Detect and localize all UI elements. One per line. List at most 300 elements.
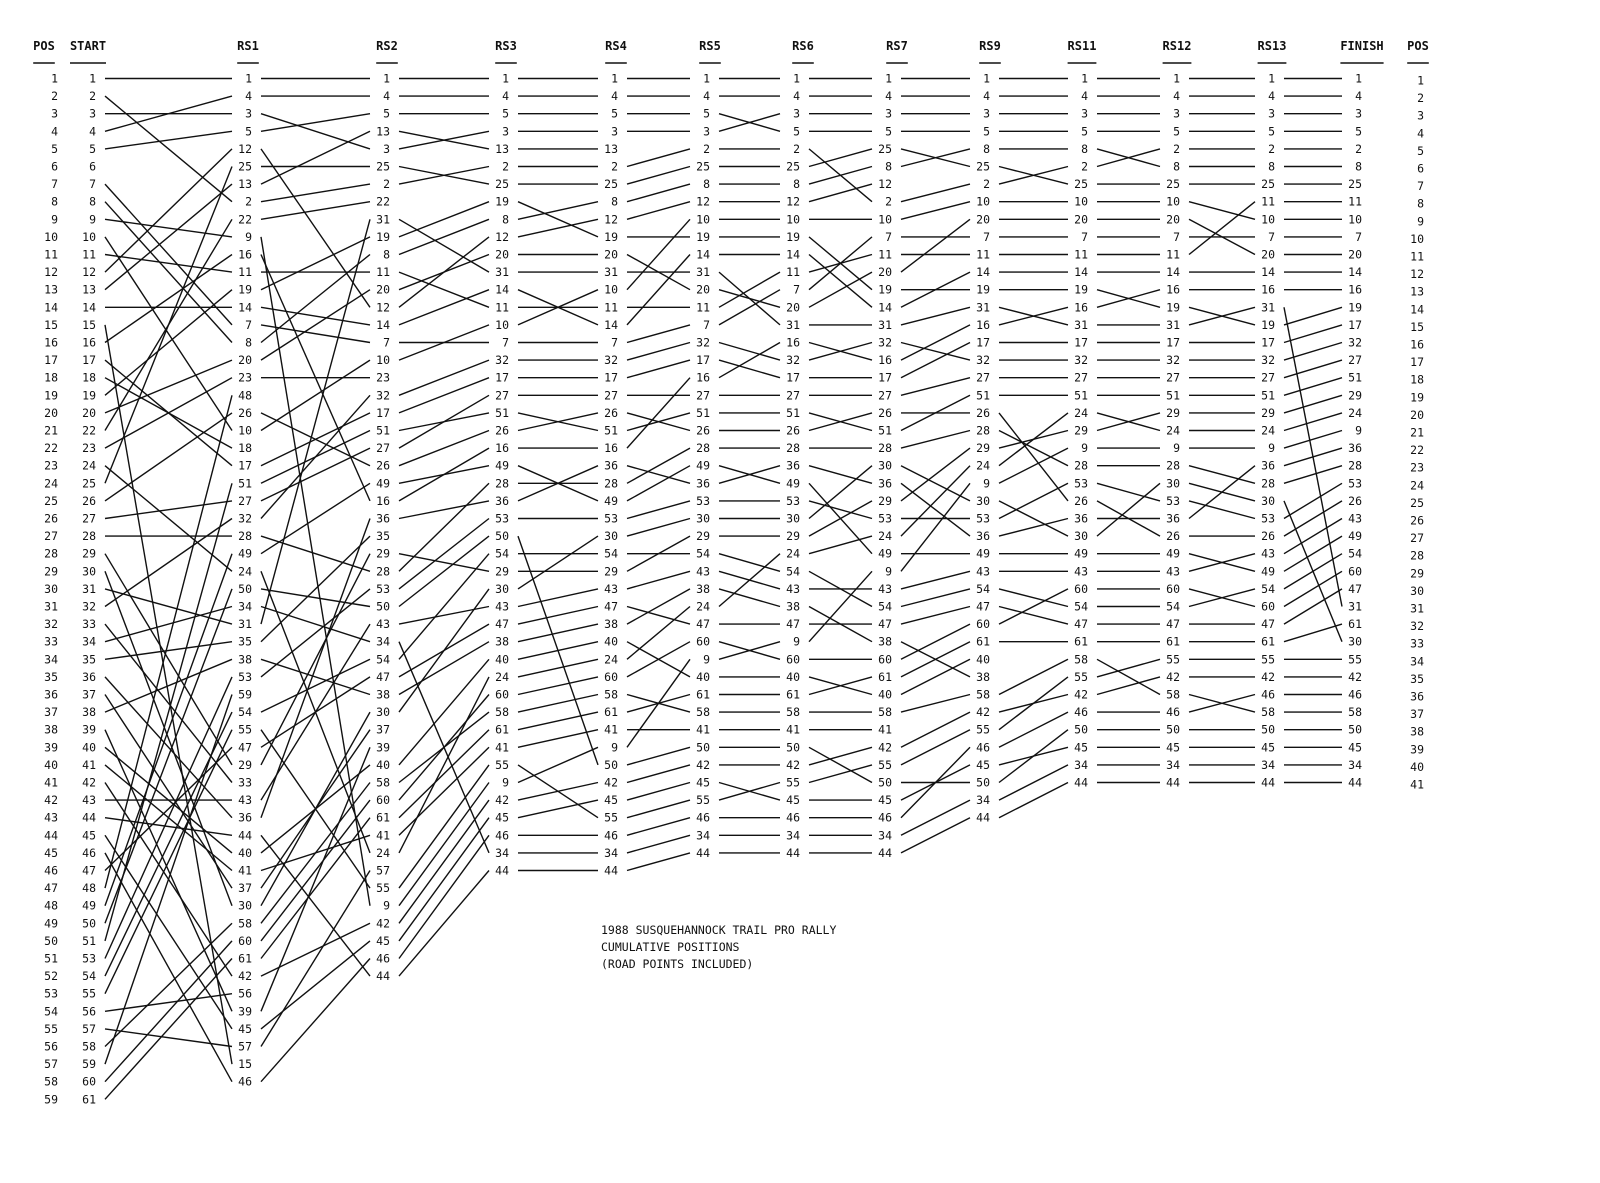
car-label-rs4: 12	[604, 212, 618, 227]
position-link	[105, 695, 232, 1065]
car-label-start: 24	[82, 458, 96, 473]
position-link	[261, 202, 370, 220]
car-label-rs6: 53	[786, 493, 800, 508]
car-label-rs11: 11	[1074, 247, 1088, 262]
position-link	[999, 712, 1068, 747]
position-link	[627, 343, 690, 361]
position-link	[105, 695, 232, 889]
position-link	[901, 184, 970, 202]
position-link	[518, 677, 598, 695]
position-link	[627, 589, 690, 624]
car-label-rs3: 16	[495, 441, 509, 456]
car-label-start: 27	[82, 511, 96, 526]
position-link	[809, 765, 872, 783]
position-link	[105, 466, 232, 572]
car-label-rs6: 49	[786, 476, 800, 491]
car-label-rs3: 24	[495, 669, 509, 684]
car-label-rs9: 27	[976, 370, 990, 385]
car-label-rs9: 53	[976, 511, 990, 526]
position-link	[901, 325, 970, 360]
car-label-rs5: 51	[696, 405, 710, 420]
right-pos-label: 29	[1410, 566, 1424, 581]
car-label-rs11: 2	[1081, 159, 1088, 174]
right-pos-label: 25	[1410, 495, 1424, 510]
car-label-start: 36	[82, 669, 96, 684]
car-label-rs12: 11	[1166, 247, 1180, 262]
car-label-rs9: 25	[976, 159, 990, 174]
car-label-rs7: 8	[885, 159, 892, 174]
right-pos-label: 20	[1410, 407, 1424, 422]
position-link	[999, 589, 1068, 607]
car-label-rs6: 5	[793, 124, 800, 139]
car-label-finish: 29	[1348, 388, 1362, 403]
car-label-rs1: 37	[238, 881, 252, 896]
car-label-rs2: 10	[376, 353, 390, 368]
left-pos-label: 6	[51, 159, 58, 174]
car-label-finish: 25	[1348, 177, 1362, 192]
header-rs6: RS6	[792, 39, 814, 53]
car-label-rs2: 51	[376, 423, 390, 438]
car-label-rs11: 5	[1081, 124, 1088, 139]
car-label-rs11: 36	[1074, 511, 1088, 526]
position-link	[1189, 466, 1255, 519]
position-link	[1189, 202, 1255, 255]
car-label-start: 29	[82, 546, 96, 561]
position-link	[627, 659, 690, 747]
position-link	[261, 184, 370, 202]
car-label-rs13: 1	[1268, 71, 1275, 86]
car-label-rs7: 5	[885, 124, 892, 139]
car-label-rs9: 55	[976, 722, 990, 737]
right-pos-label: 32	[1410, 619, 1424, 634]
car-label-rs1: 57	[238, 1039, 252, 1054]
car-label-rs11: 8	[1081, 141, 1088, 156]
car-label-rs13: 34	[1261, 757, 1275, 772]
left-pos-label: 8	[51, 194, 58, 209]
position-link	[627, 853, 690, 871]
car-label-rs3: 5	[502, 106, 509, 121]
car-label-rs4: 32	[604, 353, 618, 368]
car-label-rs2: 44	[376, 969, 390, 984]
car-label-rs12: 9	[1173, 441, 1180, 456]
car-label-rs12: 14	[1166, 265, 1180, 280]
car-label-rs9: 24	[976, 458, 990, 473]
car-label-rs13: 3	[1268, 106, 1275, 121]
car-label-rs3: 46	[495, 828, 509, 843]
car-label-rs5: 4	[703, 89, 710, 104]
car-label-rs11: 54	[1074, 599, 1088, 614]
car-label-rs9: 26	[976, 405, 990, 420]
position-link	[901, 730, 970, 765]
position-link	[399, 219, 489, 254]
car-label-rs6: 32	[786, 353, 800, 368]
car-label-start: 49	[82, 898, 96, 913]
position-link	[105, 853, 232, 1082]
car-label-rs1: 25	[238, 159, 252, 174]
car-label-rs2: 1	[383, 71, 390, 86]
car-label-start: 61	[82, 1092, 96, 1107]
car-label-rs1: 58	[238, 916, 252, 931]
header-rs4: RS4	[605, 39, 627, 53]
car-label-rs4: 41	[604, 722, 618, 737]
position-link	[999, 448, 1068, 483]
position-link	[399, 360, 489, 395]
car-label-rs7: 49	[878, 546, 892, 561]
car-label-rs2: 22	[376, 194, 390, 209]
position-link	[399, 272, 489, 307]
car-label-start: 23	[82, 441, 96, 456]
header-finish: FINISH	[1340, 39, 1384, 53]
car-label-rs7: 45	[878, 793, 892, 808]
position-link	[1097, 677, 1160, 695]
car-label-rs2: 53	[376, 581, 390, 596]
car-label-rs12: 58	[1166, 687, 1180, 702]
car-label-rs3: 44	[495, 863, 509, 878]
car-label-rs3: 11	[495, 300, 509, 315]
left-pos-label: 42	[44, 793, 58, 808]
left-pos-label: 3	[51, 106, 58, 121]
position-link	[105, 167, 232, 484]
left-pos-label: 26	[44, 511, 58, 526]
car-label-rs2: 47	[376, 669, 390, 684]
left-pos-label: 30	[44, 581, 58, 596]
position-link	[809, 571, 872, 641]
position-link	[261, 483, 370, 553]
car-label-rs2: 29	[376, 546, 390, 561]
car-label-rs7: 14	[878, 300, 892, 315]
position-link	[719, 554, 780, 607]
car-label-rs12: 17	[1166, 335, 1180, 350]
car-label-rs3: 4	[502, 89, 509, 104]
car-label-rs9: 11	[976, 247, 990, 262]
car-label-rs7: 60	[878, 652, 892, 667]
car-label-start: 20	[82, 405, 96, 420]
left-pos-label: 47	[44, 881, 58, 896]
car-label-rs12: 46	[1166, 705, 1180, 720]
left-pos-label: 32	[44, 617, 58, 632]
position-link	[399, 237, 489, 307]
car-label-start: 32	[82, 599, 96, 614]
car-label-rs6: 24	[786, 546, 800, 561]
position-link	[261, 589, 370, 677]
position-link	[1284, 483, 1342, 518]
car-label-rs4: 58	[604, 687, 618, 702]
car-label-rs4: 61	[604, 705, 618, 720]
right-pos-label: 24	[1410, 478, 1424, 493]
car-label-rs5: 44	[696, 845, 710, 860]
left-pos-label: 37	[44, 705, 58, 720]
right-pos-label: 9	[1417, 214, 1424, 229]
car-label-rs5: 61	[696, 687, 710, 702]
car-label-rs3: 32	[495, 353, 509, 368]
car-label-rs5: 40	[696, 669, 710, 684]
car-label-rs7: 1	[885, 71, 892, 86]
car-label-finish: 36	[1348, 441, 1362, 456]
car-label-start: 50	[82, 916, 96, 931]
header-pos-right: POS	[1407, 39, 1429, 53]
car-label-rs1: 11	[238, 265, 252, 280]
position-link	[399, 607, 489, 625]
left-pos-label: 56	[44, 1039, 58, 1054]
position-link	[105, 607, 232, 642]
position-link	[1284, 360, 1342, 378]
left-pos-label: 38	[44, 722, 58, 737]
car-label-rs7: 61	[878, 669, 892, 684]
car-label-rs9: 42	[976, 705, 990, 720]
car-label-start: 56	[82, 1004, 96, 1019]
position-link	[261, 395, 370, 518]
car-label-finish: 1	[1355, 71, 1362, 86]
car-label-rs4: 27	[604, 388, 618, 403]
car-label-rs6: 31	[786, 317, 800, 332]
car-label-rs1: 48	[238, 388, 252, 403]
left-pos-label: 50	[44, 933, 58, 948]
car-label-start: 33	[82, 617, 96, 632]
car-label-rs9: 2	[983, 177, 990, 192]
car-label-rs3: 36	[495, 493, 509, 508]
car-label-rs6: 44	[786, 845, 800, 860]
car-label-rs3: 38	[495, 634, 509, 649]
car-label-rs1: 40	[238, 845, 252, 860]
car-label-rs12: 51	[1166, 388, 1180, 403]
car-label-rs6: 4	[793, 89, 800, 104]
car-label-rs7: 9	[885, 564, 892, 579]
car-label-rs12: 2	[1173, 141, 1180, 156]
car-label-start: 3	[89, 106, 96, 121]
car-label-rs11: 26	[1074, 493, 1088, 508]
right-pos-label: 35	[1410, 671, 1424, 686]
car-label-start: 51	[82, 933, 96, 948]
car-label-rs3: 50	[495, 529, 509, 544]
car-label-rs3: 19	[495, 194, 509, 209]
car-label-rs3: 45	[495, 810, 509, 825]
position-link	[399, 431, 489, 466]
right-pos-label: 2	[1417, 91, 1424, 106]
car-label-rs7: 42	[878, 740, 892, 755]
position-link	[809, 272, 872, 307]
car-label-rs2: 23	[376, 370, 390, 385]
car-label-rs11: 1	[1081, 71, 1088, 86]
car-label-rs12: 19	[1166, 300, 1180, 315]
car-label-finish: 14	[1348, 265, 1362, 280]
position-link	[901, 624, 970, 659]
left-pos-label: 11	[44, 247, 58, 262]
car-label-start: 9	[89, 212, 96, 227]
position-link	[261, 923, 370, 976]
position-link	[901, 712, 970, 747]
car-label-rs4: 36	[604, 458, 618, 473]
car-label-rs3: 29	[495, 564, 509, 579]
car-label-rs3: 9	[502, 775, 509, 790]
car-label-rs11: 60	[1074, 581, 1088, 596]
car-label-finish: 51	[1348, 370, 1362, 385]
car-label-rs9: 60	[976, 617, 990, 632]
position-link	[399, 395, 489, 448]
position-link	[399, 290, 489, 325]
car-label-rs4: 25	[604, 177, 618, 192]
right-pos-label: 3	[1417, 108, 1424, 123]
left-pos-label: 59	[44, 1092, 58, 1107]
right-pos-label: 41	[1410, 777, 1424, 792]
car-label-start: 11	[82, 247, 96, 262]
car-label-rs9: 47	[976, 599, 990, 614]
car-label-rs6: 3	[793, 106, 800, 121]
car-label-rs2: 60	[376, 793, 390, 808]
car-label-rs11: 44	[1074, 775, 1088, 790]
car-label-rs13: 26	[1261, 529, 1275, 544]
position-link	[719, 290, 780, 308]
car-label-rs13: 11	[1261, 194, 1275, 209]
car-label-rs13: 8	[1268, 159, 1275, 174]
car-label-rs1: 50	[238, 581, 252, 596]
car-label-rs1: 30	[238, 898, 252, 913]
car-label-rs11: 61	[1074, 634, 1088, 649]
position-link	[518, 536, 598, 589]
right-pos-label: 28	[1410, 548, 1424, 563]
car-label-rs7: 29	[878, 493, 892, 508]
car-label-rs11: 47	[1074, 617, 1088, 632]
left-pos-label: 49	[44, 916, 58, 931]
left-pos-label: 45	[44, 845, 58, 860]
car-label-start: 30	[82, 564, 96, 579]
header-rs9: RS9	[979, 39, 1001, 53]
right-pos-label: 26	[1410, 513, 1424, 528]
car-label-rs4: 13	[604, 141, 618, 156]
position-link	[1284, 395, 1342, 413]
car-label-rs1: 36	[238, 810, 252, 825]
car-label-rs9: 29	[976, 441, 990, 456]
right-pos-label: 36	[1410, 689, 1424, 704]
car-label-rs3: 10	[495, 317, 509, 332]
car-label-rs13: 2	[1268, 141, 1275, 156]
position-link	[105, 395, 232, 888]
car-label-rs11: 55	[1074, 669, 1088, 684]
car-label-rs12: 44	[1166, 775, 1180, 790]
car-label-rs13: 31	[1261, 300, 1275, 315]
chart-caption	[601, 922, 836, 973]
car-label-rs4: 11	[604, 300, 618, 315]
car-label-rs6: 25	[786, 159, 800, 174]
position-link	[999, 501, 1068, 536]
car-label-rs7: 25	[878, 141, 892, 156]
car-label-rs5: 41	[696, 722, 710, 737]
car-label-rs9: 17	[976, 335, 990, 350]
position-link	[999, 589, 1068, 624]
car-label-rs1: 19	[238, 282, 252, 297]
car-label-rs11: 25	[1074, 177, 1088, 192]
position-link	[261, 131, 370, 184]
car-label-rs12: 60	[1166, 581, 1180, 596]
car-label-start: 35	[82, 652, 96, 667]
car-label-rs2: 55	[376, 881, 390, 896]
car-label-rs7: 17	[878, 370, 892, 385]
position-link	[901, 589, 970, 607]
car-label-rs1: 31	[238, 617, 252, 632]
car-label-rs7: 20	[878, 265, 892, 280]
car-label-rs3: 14	[495, 282, 509, 297]
right-pos-label: 40	[1410, 759, 1424, 774]
car-label-rs9: 49	[976, 546, 990, 561]
car-label-start: 43	[82, 793, 96, 808]
position-link	[719, 343, 780, 361]
car-label-rs9: 50	[976, 775, 990, 790]
car-label-finish: 45	[1348, 740, 1362, 755]
position-link	[261, 114, 370, 149]
car-label-rs5: 19	[696, 229, 710, 244]
left-pos-label: 24	[44, 476, 58, 491]
chart-subtitle-line-2: (ROAD POINTS INCLUDED)	[601, 957, 754, 971]
car-label-rs11: 46	[1074, 705, 1088, 720]
car-label-start: 22	[82, 423, 96, 438]
car-label-rs12: 49	[1166, 546, 1180, 561]
car-label-rs1: 49	[238, 546, 252, 561]
header-rs1: RS1	[237, 39, 259, 53]
right-pos-label: 34	[1410, 654, 1424, 669]
left-pos-label: 18	[44, 370, 58, 385]
position-link	[627, 167, 690, 185]
car-label-rs13: 32	[1261, 353, 1275, 368]
car-label-rs3: 61	[495, 722, 509, 737]
car-label-rs4: 40	[604, 634, 618, 649]
car-label-rs1: 10	[238, 423, 252, 438]
car-label-start: 39	[82, 722, 96, 737]
car-label-rs1: 15	[238, 1057, 252, 1072]
position-link	[719, 343, 780, 378]
car-label-rs2: 40	[376, 757, 390, 772]
car-label-rs6: 30	[786, 511, 800, 526]
left-pos-label: 14	[44, 300, 58, 315]
car-label-rs3: 31	[495, 265, 509, 280]
right-pos-label: 13	[1410, 284, 1424, 299]
position-link	[901, 343, 970, 361]
car-label-rs11: 16	[1074, 300, 1088, 315]
car-label-rs2: 30	[376, 705, 390, 720]
car-label-finish: 24	[1348, 405, 1362, 420]
left-pos-label: 17	[44, 353, 58, 368]
car-label-rs7: 2	[885, 194, 892, 209]
car-label-rs7: 43	[878, 581, 892, 596]
position-link	[901, 800, 970, 835]
car-label-rs5: 7	[703, 317, 710, 332]
car-label-rs3: 53	[495, 511, 509, 526]
car-label-rs2: 2	[383, 177, 390, 192]
position-link	[261, 554, 370, 765]
right-pos-label: 38	[1410, 724, 1424, 739]
car-label-rs2: 20	[376, 282, 390, 297]
car-label-rs5: 42	[696, 757, 710, 772]
position-link	[261, 747, 370, 1011]
left-pos-label: 19	[44, 388, 58, 403]
car-label-rs2: 26	[376, 458, 390, 473]
car-label-rs13: 28	[1261, 476, 1275, 491]
car-label-rs3: 40	[495, 652, 509, 667]
car-label-finish: 27	[1348, 353, 1362, 368]
left-pos-label: 44	[44, 828, 58, 843]
car-label-rs2: 38	[376, 687, 390, 702]
car-label-rs5: 31	[696, 265, 710, 280]
left-pos-label: 54	[44, 1004, 58, 1019]
car-label-start: 42	[82, 775, 96, 790]
car-label-rs11: 14	[1074, 265, 1088, 280]
car-label-rs12: 55	[1166, 652, 1180, 667]
car-label-rs2: 43	[376, 617, 390, 632]
car-label-rs2: 37	[376, 722, 390, 737]
car-label-rs7: 51	[878, 423, 892, 438]
car-label-rs11: 43	[1074, 564, 1088, 579]
car-label-rs4: 38	[604, 617, 618, 632]
car-label-rs12: 50	[1166, 722, 1180, 737]
car-label-finish: 30	[1348, 634, 1362, 649]
